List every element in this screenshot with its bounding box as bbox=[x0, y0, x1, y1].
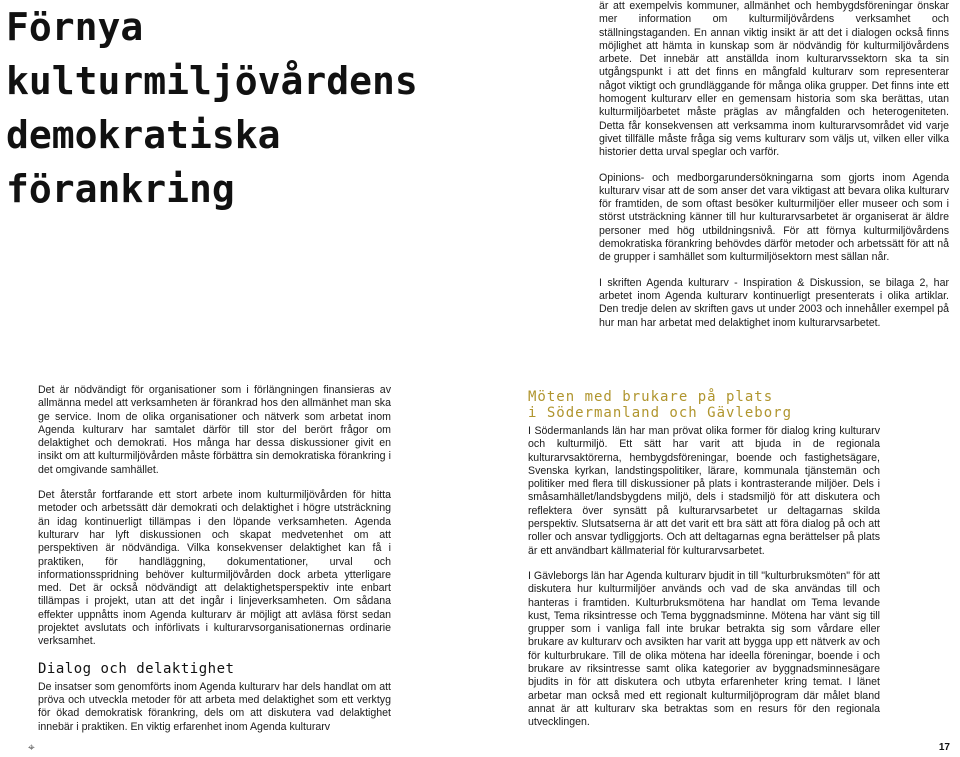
chapter-title bbox=[6, 0, 506, 216]
section-heading-dialog: Dialog och delaktighet bbox=[38, 660, 235, 677]
body-paragraph: Det återstår fortfarande ett stort arbete inom kulturmiljövården för hitta metoder och arbetssätt där demokrati och delaktighet i högre utsträckning än idag kontinuerligt tillämpas i den löpande verksamheten. Agenda kulturarv har lyft diskussionen och skapat medvetenhet om att perspektiven är nödvändiga. Vilka konsekvenser delaktighet kan få i praktiken, för handläggning, dokumentationer, urval och informationsspridning behöver kulturmiljövården dock arbeta ytterligare med. Det är också nödvändigt att delaktighetsperspektiv inte enbart tillämpas i projekt, utan att det ingår i linjeverksamheten. Om sådana effekter uppnåtts inom Agenda kulturarv är möjligt att avläsa först sedan projektet avslutats och införlivats i kulturarvsorganisationernas ordinarie verksamhet. bbox=[38, 489, 391, 648]
body-paragraph: I skriften Agenda kulturarv - Inspiration & Diskussion, se bilaga 2, har arbetet inom Agenda kulturarv kontinuerligt presenterats i olika artiklar. Den tredje delen av skriften gavs ut under 2003 och innehåller exempel på hur man har arbetat med delaktighet inom kulturarvsarbetet. bbox=[599, 276, 949, 329]
body-paragraph: Det är nödvändigt för organisationer som i förlängningen finansieras av allmänna medel att verksamheten är förankrad hos den allmänhet man ska ge service. Inom de olika organisationer och nätverk som arbetat inom Agenda kulturarv har samtalet därför till stor del berört frågor om delaktighet och demokrati. Hos många har dessa diskussioner givit en insikt om att kulturmiljövården måste förbättra sin demokratiska förankring i det omgivande samhället. bbox=[38, 384, 391, 476]
left-column bbox=[38, 384, 391, 746]
title-line-2: kulturmiljövårdens bbox=[6, 59, 418, 103]
body-paragraph: I Södermanlands län har man prövat olika former för dialog kring kulturarv och kulturmiljö. Ett sätt har varit att bjuda in de regionala kulturarvsaktörerna, hembygdsföreningar, boende och fastighetsägare, Svenska kyrkan, landstingspolitiker, lärare, kommunala tjänstemän och politiker med flera till diskussioner på plats i kontrasterande miljöer. Dels i småsamhället/landsbygdens miljö, dels i stadsmiljö för att diskutera och reflektera över synsätt på kulturarvsarbetet ur deltagarnas skilda perspektiv. Slutsatserna är att det varit ett bra sätt att föra dialog på och att roller och ansvar tydliggjorts. Och att deltagarnas egna berättelser på plats är ett användbart källmaterial för kulturarvsarbetet. bbox=[528, 425, 880, 557]
title-line-4: förankring bbox=[6, 167, 235, 211]
title-line-3: demokratiska bbox=[6, 113, 281, 157]
body-paragraph: I Gävleborgs län har Agenda kulturarv bjudit in till "kulturbruksmöten" för att diskutera hur kulturmiljöer används och vad de ska användas till och hanteras i framtiden. Kulturbruksmötena har handlat om Tema levande kust, Tema riksintresse och Tema byggnadsminne. Mötena har vänt sig till grupper som i vanliga fall inte brukar betrakta sig som vårdare eller brukare av kulturarv och avsikten har varit att bygga upp ett nätverk av och för kulturbrukare. Till de olika mötena har ideella föreningar, boende i och brukare av riksintresse samt olika kategorier av byggnadsminnesägare bjudits in för att diskutera och utbyta erfarenheter kring temat. I länet arbetar man också med ett regionalt kulturmiljöprogram där målet bland annat är att kulturarv ska betraktas som en resurs för den regionala utvecklingen. bbox=[528, 569, 880, 729]
section-heading-meetings bbox=[528, 389, 880, 421]
body-paragraph: är att exempelvis kommuner, allmänhet och hembygdsföreningar önskar mer information om kulturmiljövårdens verksamhet och ställningstaganden. En annan viktig insikt är att det i dialogen också finns möjlighet att hämta in kunskap som är nödvändig för kulturmiljövårdens arbete. Det innebär att anställda inom kulturarvssektorn ska ta sin utgångspunkt i att det finns en mångfald kulturarv som representerar något viktigt och grundläggande för många olika grupper. Det finns inte ett homogent kulturarv eller en gemensam historia som ska berättas, utan kulturmiljöarbetet måste präglas av mångfalden och heterogeniteten. Detta får konsekvensen att verksamma inom kulturarvsområdet vid varje givet tillfälle måste fråga sig vems kulturarv som väljs ut, vilken eller vilka historier detta urval speglar och varför. bbox=[599, 0, 949, 159]
heading-line-2: i Södermanland och Gävleborg bbox=[528, 405, 793, 421]
crosshair-icon: ⌖ bbox=[28, 740, 35, 754]
heading-line-1: Möten med brukare på plats bbox=[528, 389, 774, 405]
title-line-1: Förnya bbox=[6, 5, 144, 49]
body-paragraph: Opinions- och medborgarundersökningarna som gjorts inom Agenda kulturarv visar att de som anser det vara viktigast att bevara olika kulturarv för framtiden, de som oftast besöker kulturmiljöer eller museer och som i störst utsträckning känner till hur kulturarvsarbetet är organiserat är äldre personer med hög utbildningsnivå. För att förnya kulturmiljövårdens demokratiska förankring behövdes därför metoder och arbetssätt för att nå de grupper i samhället som kulturmiljösektorn mest sällan når. bbox=[599, 171, 949, 264]
body-paragraph: De insatser som genomförts inom Agenda kulturarv har dels handlat om att pröva och utveckla metoder för att arbeta med delaktighet som ett verktyg för ökad demokratisk förankring, dels om att diskutera vad delaktighet innebär i praktiken. En viktig erfarenhet inom Agenda kulturarv bbox=[38, 680, 391, 733]
right-column bbox=[599, 0, 949, 342]
page-number: 17 bbox=[938, 742, 950, 753]
middle-column bbox=[528, 389, 880, 742]
